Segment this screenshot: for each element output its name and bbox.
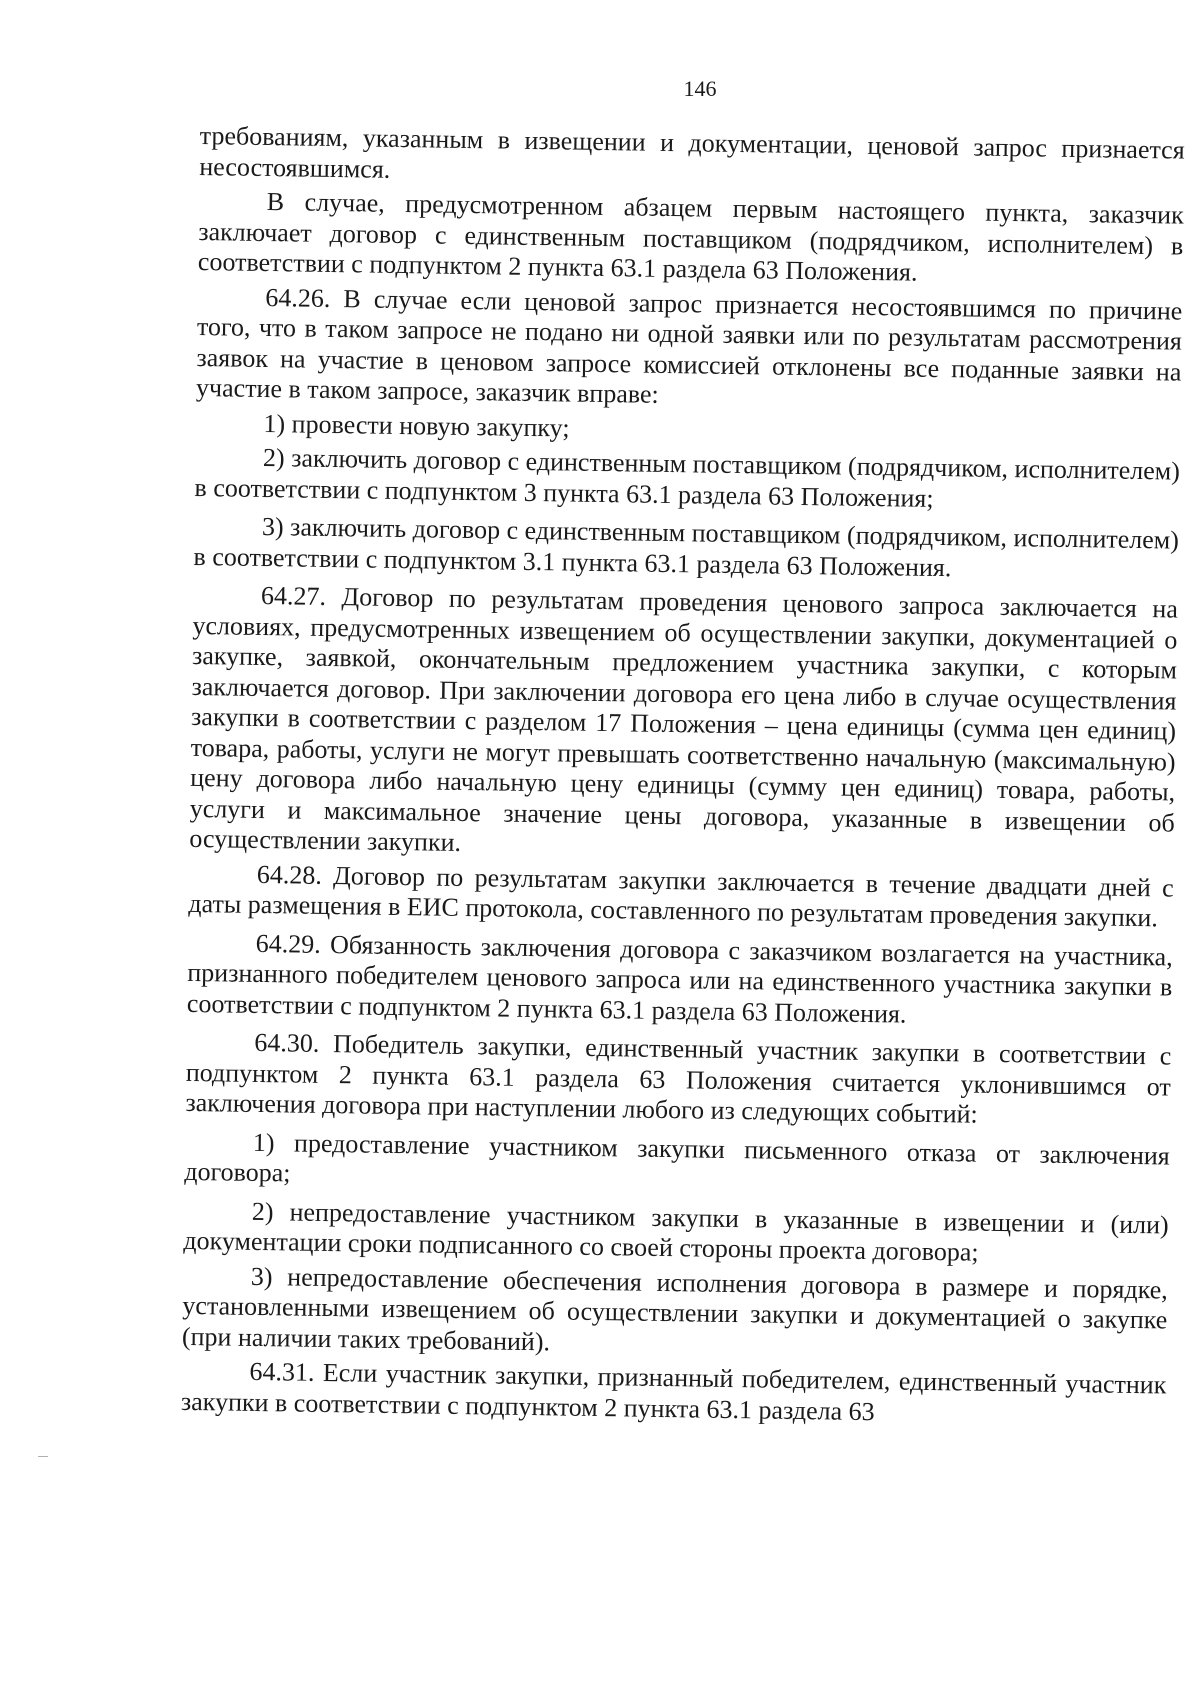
scan-margin-mark (38, 1456, 48, 1457)
clause-64-27: 64.27. Договор по результатам проведения ценового запроса заключается на условиях, предусмотренных извещением об осуществлении закупки, документацией о закупке, заявкой, окончательным предложением участника закупки, с которым заключается договор. При заключении договора его цена либо в случае осуществления закупки в соответствии с разделом 17 Положения – цена единицы (сумма цен единиц) товара, работы, услуги не могут превышать соответственно начальную (максимальную) цену договора либо начальную цену единицы (сумму цен единиц) товара, работы, услуги и максимальное значение цены договора, указанные в извещении об осуществлении закупки. (189, 580, 1179, 857)
clause-64-31: 64.31. Если участник закупки, признанный победителем, единственный участник закупки в соответствии с подпунктом 2 пункта 63.1 раздела 63 (180, 1356, 1167, 1426)
list-item: 1) провести новую закупку; (263, 408, 570, 443)
list-item: 1) предоставление участником закупки письменного отказа от заключения договора; (184, 1127, 1170, 1188)
paragraph: В случае, предусмотренном абзацем первым настоящего пункта, заказчик заключает договор с единственным поставщиком (подрядчиком, исполнителем) в соответствии с подпунктом 2 пункта 63.1 раздела 63 Положения. (197, 187, 1184, 287)
paragraph-continuation: требованиям, указанным в извещении и документации, ценовой запрос признается несостоявшимся. (199, 121, 1185, 184)
list-item: 3) заключить договор с единственным поставщиком (подрядчиком, исполнителем) в соответствии с подпунктом 3.1 пункта 63.1 раздела 63 Положения. (193, 511, 1180, 582)
list-item: 2) заключить договор с единственным поставщиком (подрядчиком, исполнителем) в соответствии с подпунктом 3 пункта 63.1 раздела 63 Положения; (194, 442, 1181, 513)
page-number: 146 (683, 76, 717, 101)
document-body (181, 121, 1185, 1435)
list-item: 3) непредоставление обеспечения исполнения договора в размере и порядке, установленными извещением об осуществлении закупки и документацией о закупке (при наличии таких требований). (181, 1261, 1168, 1356)
clause-64-30: 64.30. Победитель закупки, единственный участник закупки в соответствии с подпунктом 2 пункта 63.1 раздела 63 Положения считается уклонившимся от заключения договора при наступлении любого из следующих событий: (185, 1027, 1172, 1129)
clause-64-28: 64.28. Договор по результатам закупки заключается в течение двадцати дней с даты размещения в ЕИС протокола, составленного по результатам проведения закупки. (188, 859, 1174, 933)
clause-64-26: 64.26. В случае если ценовой запрос признается несостоявшимся по причине того, что в таком запросе не подано ни одной заявки или по результатам рассмотрения заявок на участие в ценовом запросе комиссией отклонены все поданные заявки на участие в таком запросе, заказчик вправе: (195, 282, 1183, 409)
list-item: 2) непредоставление участником закупки в указанные в извещении и (или) документации сроки подписанного со своей стороны проекта договора; (183, 1196, 1169, 1267)
clause-64-29: 64.29. Обязанность заключения договора с заказчиком возлагается на участника, признанного победителем ценового запроса или на единственного участника закупки в соответствии с подпунктом 2 пункта 63.1 раздела 63 Положения. (186, 928, 1173, 1029)
